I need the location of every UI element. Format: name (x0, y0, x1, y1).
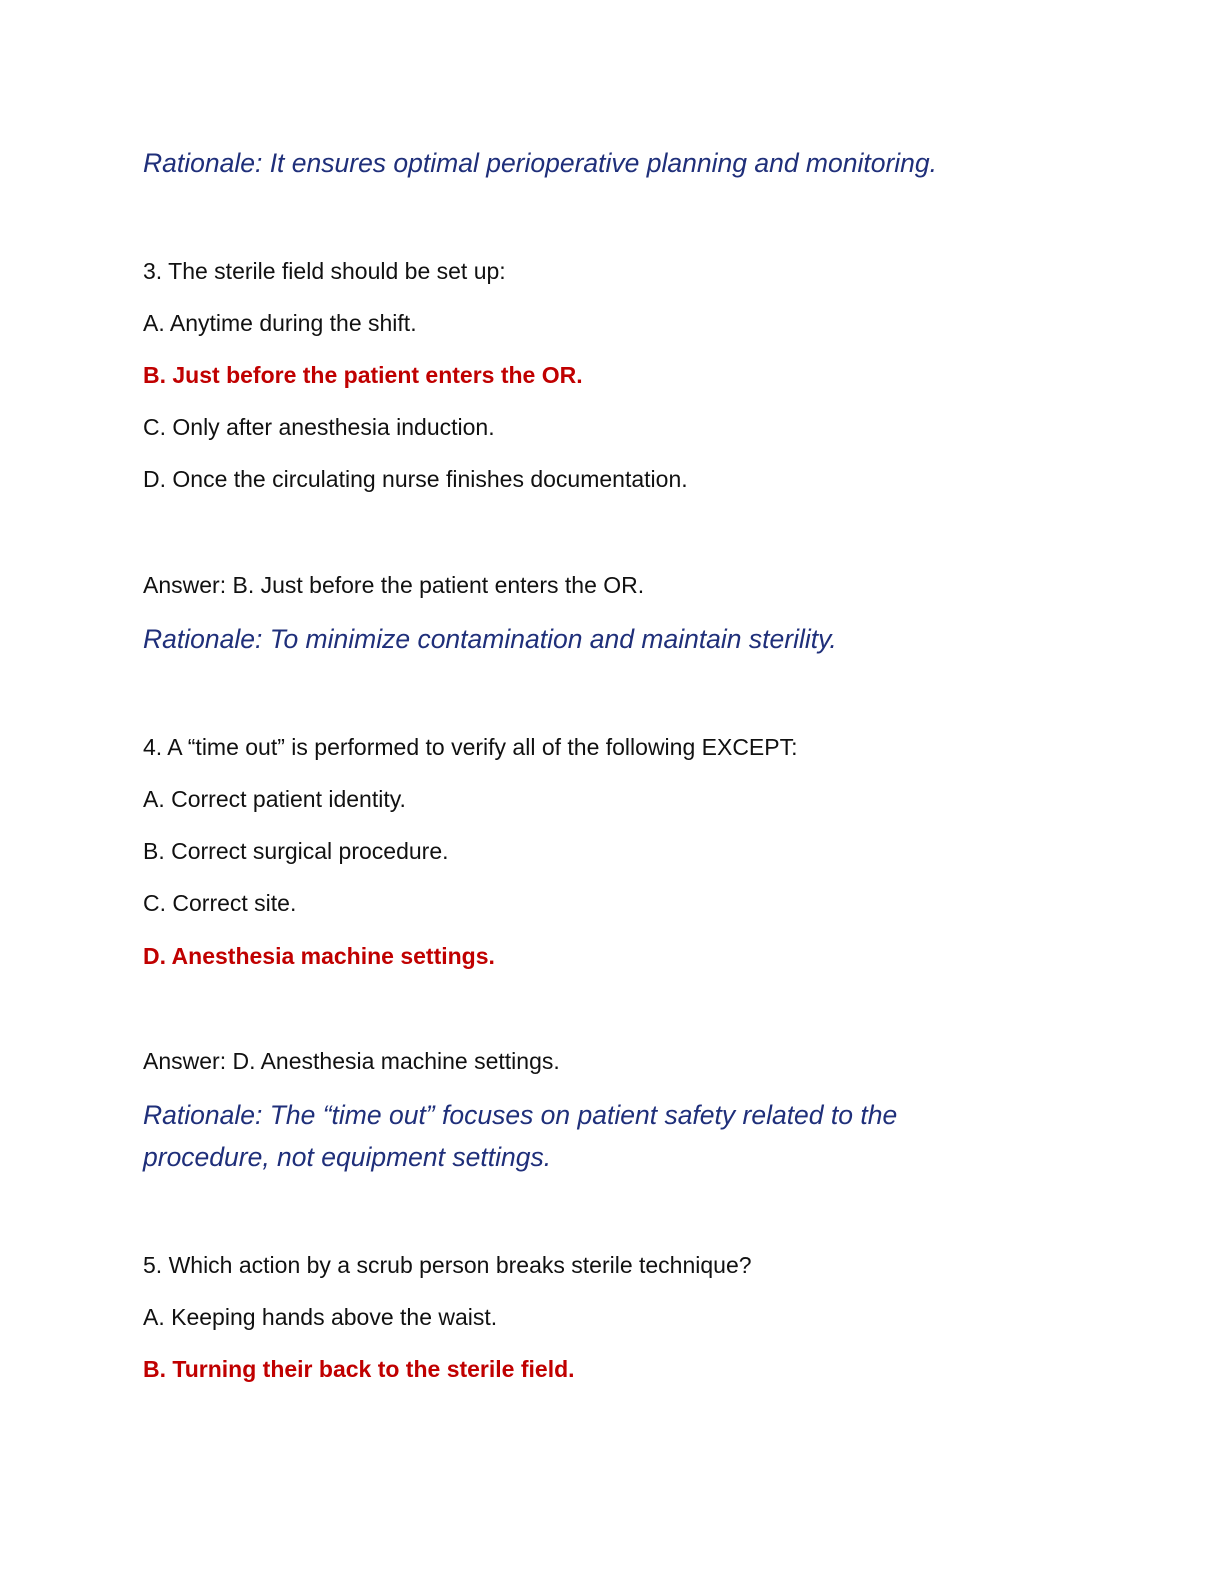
q4-question: 4. A “time out” is performed to verify all of the following EXCEPT: (143, 734, 798, 760)
q3-question: 3. The sterile field should be set up: (143, 258, 506, 284)
q3-option-b-correct: B. Just before the patient enters the OR. (143, 362, 583, 388)
q3-option-d: D. Once the circulating nurse finishes documentation. (143, 466, 688, 492)
q4-option-c: C. Correct site. (143, 890, 297, 916)
q4-answer: Answer: D. Anesthesia machine settings. (143, 1048, 560, 1074)
q3-rationale: Rationale: To minimize contamination and maintain sterility. (143, 624, 837, 654)
q4-option-b: B. Correct surgical procedure. (143, 838, 449, 864)
q4-option-a: A. Correct patient identity. (143, 786, 406, 812)
q5-question: 5. Which action by a scrub person breaks sterile technique? (143, 1252, 752, 1278)
q5-option-b-correct: B. Turning their back to the sterile field. (143, 1356, 575, 1382)
q3-answer: Answer: B. Just before the patient enters the OR. (143, 572, 645, 598)
q3-option-c: C. Only after anesthesia induction. (143, 414, 495, 440)
q3-option-a: A. Anytime during the shift. (143, 310, 417, 336)
q5-option-a: A. Keeping hands above the waist. (143, 1304, 498, 1330)
q2-rationale: Rationale: It ensures optimal perioperative planning and monitoring. (143, 148, 938, 178)
q4-option-d-correct: D. Anesthesia machine settings. (143, 943, 495, 969)
q4-rationale: Rationale: The “time out” focuses on patient safety related to the procedure, not equipment settings. (143, 1100, 898, 1172)
